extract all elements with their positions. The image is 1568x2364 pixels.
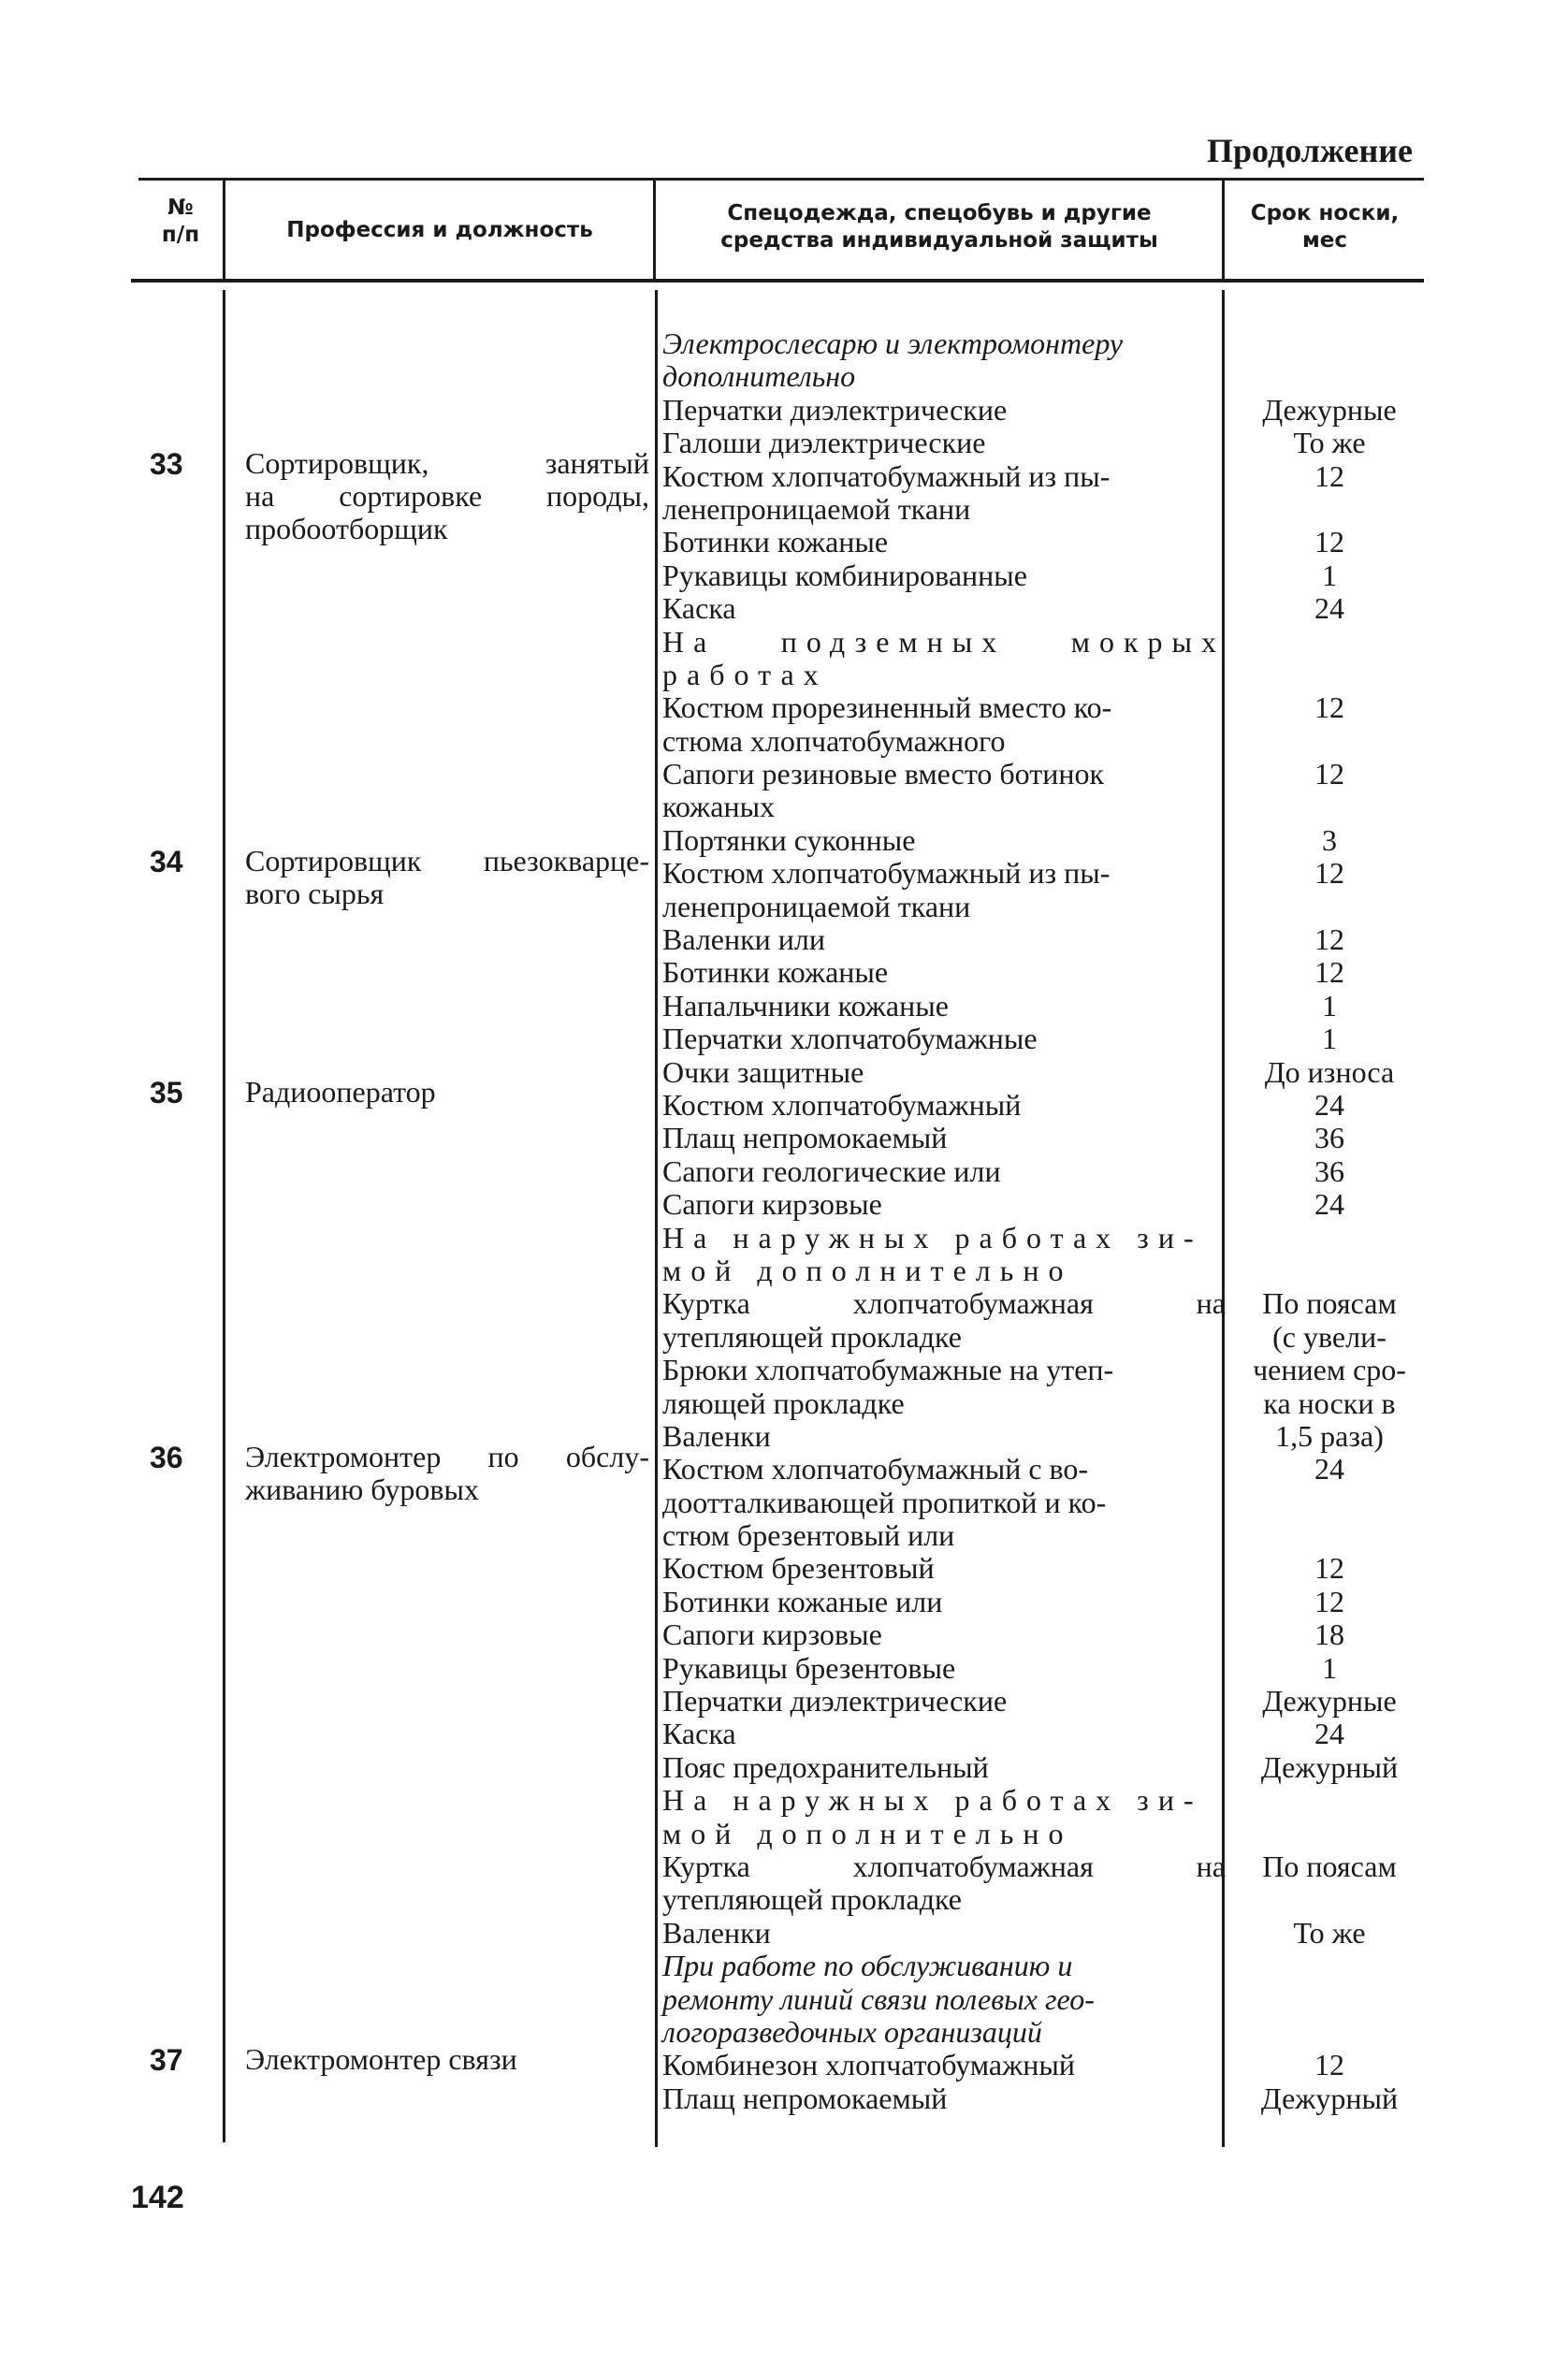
term-line: 12 bbox=[1314, 2048, 1344, 2082]
item-line: ленепроницаемой ткани bbox=[662, 491, 971, 526]
term-line: 12 bbox=[1314, 690, 1344, 725]
item-line: Плащ непромокаемый bbox=[662, 2081, 948, 2115]
term-line: То же bbox=[1293, 426, 1366, 460]
term-line bbox=[1226, 659, 1433, 691]
term-line: 1 bbox=[1322, 1022, 1337, 1056]
header-profession: Профессия и должность bbox=[286, 218, 593, 242]
item-line: стюма хлопчатобумажного bbox=[662, 723, 1006, 758]
term-line: 12 bbox=[1314, 757, 1344, 791]
header-term-line1: Срок носки, bbox=[1250, 201, 1400, 225]
term-line: 12 bbox=[1314, 525, 1344, 559]
item-line: Костюм хлопчатобумажный из пы- bbox=[662, 856, 1111, 891]
item-line: На наружных работах зи- bbox=[662, 1783, 1203, 1818]
term-line: Дежурные bbox=[1262, 392, 1397, 427]
item-line: Ботинки кожаные bbox=[662, 955, 889, 990]
profession-line: вого сырья bbox=[245, 877, 385, 910]
item-line: Ботинки кожаные bbox=[662, 525, 889, 559]
profession-line: на сортировке породы, bbox=[245, 479, 649, 513]
term-line bbox=[1226, 1519, 1433, 1552]
item-line: Пояс предохранительный bbox=[662, 1749, 989, 1784]
term-line bbox=[1226, 1222, 1433, 1255]
col-rule-header-2 bbox=[653, 181, 656, 279]
profession-line: Электромонтер связи bbox=[245, 2042, 517, 2076]
term-line: Дежурные bbox=[1262, 1684, 1397, 1719]
header-items-line1: Спецодежда, спецобувь и другие bbox=[727, 201, 1152, 225]
header-items-line2: средства индивидуальной защиты bbox=[720, 228, 1158, 253]
entry-number: 36 bbox=[150, 1441, 183, 1474]
item-line: Костюм хлопчатобумажный из пы- bbox=[662, 458, 1111, 493]
term-line: 24 bbox=[1314, 591, 1344, 626]
item-line: ленепроницаемой ткани bbox=[662, 889, 971, 923]
profession-line: живанию буровых bbox=[245, 1472, 479, 1506]
profession-cell bbox=[245, 447, 649, 545]
item-line: дополнительно bbox=[662, 359, 856, 394]
term-line: 12 bbox=[1314, 955, 1344, 990]
item-line: Валенки bbox=[662, 1915, 771, 1950]
term-line: По поясам bbox=[1262, 1849, 1397, 1883]
item-line: Электрослесарю и электромонтеру bbox=[662, 326, 1124, 360]
item-line: Плащ непромокаемый bbox=[662, 1121, 948, 1155]
col-rule-body-1 bbox=[223, 290, 225, 2142]
item-line: На наружных работах зи- bbox=[662, 1220, 1203, 1255]
term-line: (с увели- bbox=[1272, 1319, 1387, 1354]
profession-cell bbox=[245, 1441, 649, 1506]
header-term-line2: мес bbox=[1301, 228, 1348, 253]
header-num-line2: п/п bbox=[161, 223, 200, 247]
profession-line: Электромонтер по обслу- bbox=[245, 1440, 649, 1473]
item-line: мой дополнительно bbox=[662, 1253, 1073, 1287]
item-line: Перчатки хлопчатобумажные bbox=[662, 1022, 1038, 1056]
item-line: Брюки хлопчатобумажные на утеп- bbox=[662, 1353, 1114, 1387]
term-line: 12 bbox=[1314, 1584, 1344, 1618]
term-line: 1 bbox=[1322, 988, 1337, 1022]
term-line bbox=[1226, 1950, 1433, 1982]
term-line: По поясам bbox=[1262, 1286, 1397, 1321]
item-line: Рукавицы брезентовые bbox=[662, 1650, 956, 1685]
item-line: ляющей прокладке bbox=[662, 1385, 905, 1420]
term-line: 24 bbox=[1314, 1187, 1344, 1222]
term-line: 12 bbox=[1314, 922, 1344, 957]
item-line: Перчатки диэлектрические bbox=[662, 1684, 1008, 1719]
terms-column bbox=[1226, 327, 1433, 2115]
profession-line: пробоотборщик bbox=[245, 512, 448, 545]
item-line: работах bbox=[662, 657, 828, 691]
item-line: Куртка хлопчатобумажная на bbox=[662, 1286, 1226, 1321]
col-rule-header-3 bbox=[1222, 181, 1225, 279]
term-line: 1 bbox=[1322, 1650, 1337, 1685]
item-line: Костюм хлопчатобумажный bbox=[662, 1087, 1022, 1122]
col-rule-header-1 bbox=[223, 181, 225, 279]
profession-line: Сортировщик пьезокварце- bbox=[245, 844, 649, 877]
item-line: Галоши диэлектрические bbox=[662, 426, 986, 460]
header-top-rule bbox=[138, 178, 1424, 181]
profession-cell bbox=[245, 2043, 649, 2076]
term-line: 3 bbox=[1322, 822, 1337, 857]
col-rule-body-2 bbox=[655, 290, 658, 2147]
term-line bbox=[1226, 790, 1433, 823]
term-line bbox=[1226, 725, 1433, 758]
term-line bbox=[1226, 493, 1433, 526]
term-line: 24 bbox=[1314, 1452, 1344, 1487]
term-line bbox=[1226, 327, 1433, 360]
item-line: Каска bbox=[662, 1717, 736, 1751]
item-line: Костюм брезентовый bbox=[662, 1551, 935, 1586]
term-line: То же bbox=[1293, 1915, 1366, 1950]
item-line: При работе по обслуживанию и bbox=[662, 1949, 1073, 1983]
items-column bbox=[662, 327, 1226, 2115]
item-line: На подземных мокрых bbox=[662, 624, 1226, 659]
item-line: кожаных bbox=[662, 790, 776, 824]
term-line: 18 bbox=[1314, 1617, 1344, 1652]
item-line: Костюм хлопчатобумажный с во- bbox=[662, 1452, 1089, 1487]
item-line: утепляющей прокладке bbox=[662, 1882, 962, 1917]
term-line: 1,5 раза) bbox=[1275, 1418, 1384, 1453]
term-line: 24 bbox=[1314, 1087, 1344, 1122]
header-term bbox=[1226, 200, 1424, 254]
profession-line: Сортировщик, занятый bbox=[245, 446, 649, 480]
term-line bbox=[1226, 1883, 1433, 1916]
term-line: 12 bbox=[1314, 458, 1344, 493]
header-items bbox=[657, 200, 1222, 254]
item-line: Сапоги кирзовые bbox=[662, 1617, 882, 1652]
term-line: Дежурный bbox=[1260, 2081, 1399, 2115]
term-line bbox=[1226, 1784, 1433, 1817]
item-line: Сапоги резиновые вместо ботинок bbox=[662, 757, 1105, 791]
item-line: ремонту линий связи полевых гео- bbox=[662, 1981, 1095, 2016]
term-line bbox=[1226, 360, 1433, 393]
entry-number: 34 bbox=[150, 845, 183, 878]
term-line: 12 bbox=[1314, 1551, 1344, 1586]
term-line bbox=[1226, 2016, 1433, 2049]
item-line: Комбинезон хлопчатобумажный bbox=[662, 2048, 1075, 2082]
term-line bbox=[1226, 1255, 1433, 1287]
item-line: Рукавицы комбинированные bbox=[662, 558, 1027, 592]
term-line bbox=[1226, 1983, 1433, 2016]
entry-number: 35 bbox=[150, 1076, 183, 1109]
profession-cell bbox=[245, 1076, 649, 1109]
item-line: доотталкивающей пропиткой и ко- bbox=[662, 1485, 1107, 1519]
item-line: Ботинки кожаные или bbox=[662, 1584, 943, 1618]
item-line: логоразведочных организаций bbox=[662, 2014, 1042, 2049]
item-line: Напальчники кожаные bbox=[662, 988, 949, 1022]
term-line bbox=[1226, 1818, 1433, 1850]
term-line: 12 bbox=[1314, 856, 1344, 891]
item-line: стюм брезентовый или bbox=[662, 1518, 955, 1553]
item-line: Валенки bbox=[662, 1418, 771, 1453]
term-line bbox=[1226, 626, 1433, 659]
item-line: Каска bbox=[662, 591, 736, 626]
term-line bbox=[1226, 1487, 1433, 1519]
term-line: чением сро- bbox=[1253, 1353, 1406, 1387]
item-line: Сапоги кирзовые bbox=[662, 1187, 882, 1222]
item-line: Костюм прорезиненный вместо ко- bbox=[662, 690, 1112, 725]
item-line: Перчатки диэлектрические bbox=[662, 392, 1008, 427]
header-num bbox=[140, 195, 221, 249]
item-line: утепляющей прокладке bbox=[662, 1319, 962, 1354]
profession-line: Радиооператор bbox=[245, 1075, 436, 1109]
continuation-label: Продолжение bbox=[1207, 132, 1413, 169]
term-line: 24 bbox=[1314, 1717, 1344, 1751]
item-line: Портянки суконные bbox=[662, 822, 916, 857]
entry-number: 33 bbox=[150, 447, 183, 481]
header-num-line1: № bbox=[167, 196, 194, 220]
item-line: Валенки или bbox=[662, 922, 826, 957]
term-line: 36 bbox=[1314, 1121, 1344, 1155]
term-line: ка носки в bbox=[1263, 1385, 1396, 1420]
term-line bbox=[1226, 891, 1433, 923]
entry-number: 37 bbox=[150, 2043, 183, 2077]
term-line: 1 bbox=[1322, 558, 1337, 592]
term-line: Дежурный bbox=[1260, 1749, 1399, 1784]
page-number: 142 bbox=[131, 2180, 184, 2215]
item-line: Куртка хлопчатобумажная на bbox=[662, 1849, 1226, 1883]
term-line: 36 bbox=[1314, 1153, 1344, 1188]
item-line: Сапоги геологические или bbox=[662, 1153, 1001, 1188]
profession-cell bbox=[245, 845, 649, 910]
term-line: До износа bbox=[1264, 1054, 1395, 1089]
item-line: мой дополнительно bbox=[662, 1816, 1073, 1850]
item-line: Очки защитные bbox=[662, 1054, 864, 1089]
header-bottom-rule bbox=[131, 279, 1424, 283]
